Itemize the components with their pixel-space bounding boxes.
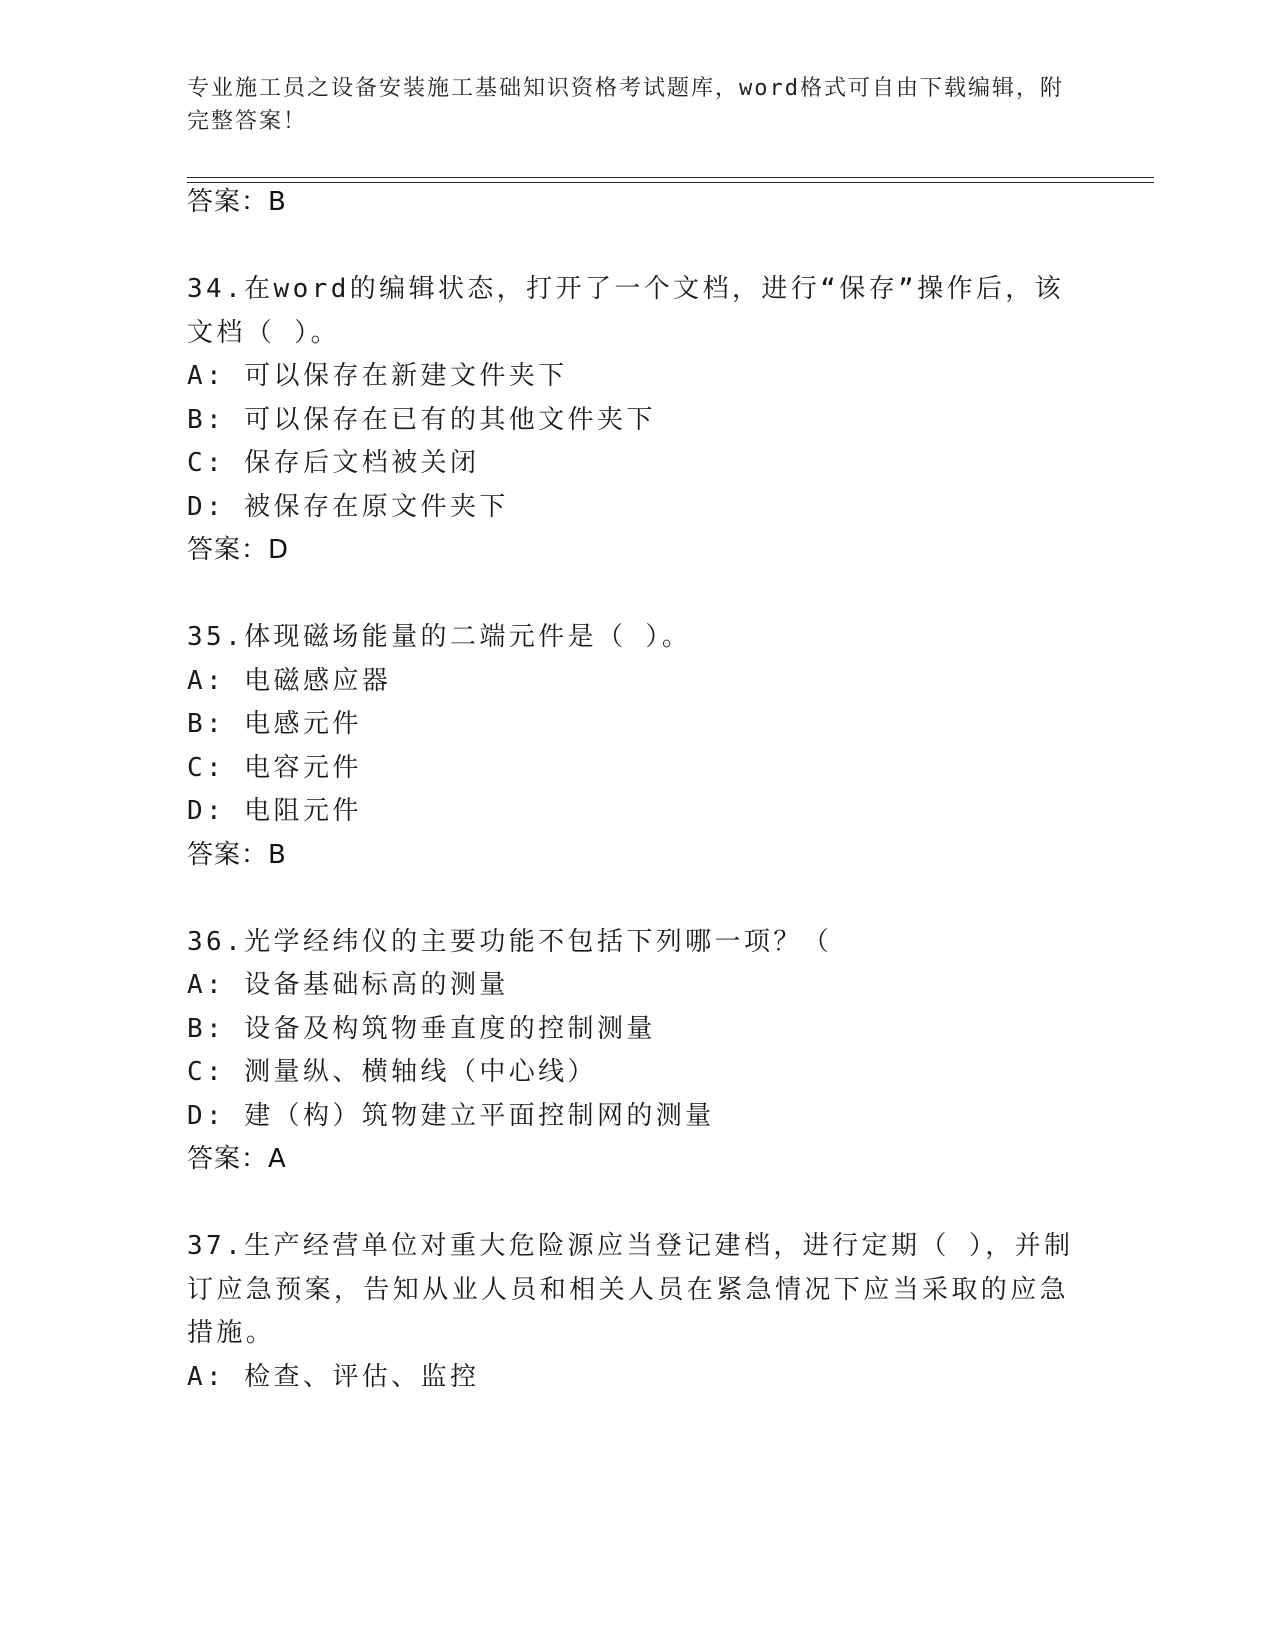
q35-answer: 答案：B [187,840,287,870]
q37-option-a: A: 检查、评估、监控 [187,1362,480,1392]
q34-answer: 答案：D [187,535,290,565]
q37-stem-line-2: 订应急预案，告知从业人员和相关人员在紧急情况下应当采取的应急 [187,1275,1070,1305]
q34-option-c: C: 保存后文档被关闭 [187,448,480,478]
q36-stem-line-1: 36.光学经纬仪的主要功能不包括下列哪一项？（ [187,927,833,957]
q36-option-c: C: 测量纵、横轴线（中心线） [187,1057,597,1087]
page-header: 专业施工员之设备安装施工基础知识资格考试题库，word格式可自由下载编辑，附完整答案！ [187,76,1064,134]
q36-option-a: A: 设备基础标高的测量 [187,970,509,1000]
q35-option-a: A: 电磁感应器 [187,666,392,696]
q36-option-b: B: 设备及构筑物垂直度的控制测量 [187,1014,656,1044]
q34-stem-line-1: 34.在word的编辑状态，打开了一个文档，进行“保存”操作后，该 [187,274,1065,304]
q34-stem-line-2: 文档（ ）。 [187,318,341,348]
q34-option-d: D: 被保存在原文件夹下 [187,492,509,522]
q35-option-c: C: 电容元件 [187,753,362,783]
q36-option-d: D: 建（构）筑物建立平面控制网的测量 [187,1101,715,1131]
q34-option-a: A: 可以保存在新建文件夹下 [187,361,568,391]
q35-option-d: D: 电阻元件 [187,796,362,826]
q36-answer: 答案：A [187,1144,287,1174]
q35-stem-line-1: 35.体现磁场能量的二端元件是（ ）。 [187,622,692,652]
answer-prev: 答案：B [187,187,287,217]
q35-option-b: B: 电感元件 [187,709,362,739]
q37-stem-line-3: 措施。 [187,1318,276,1348]
header-rule-top [187,177,1154,178]
q37-stem-line-1: 37.生产经营单位对重大危险源应当登记建档，进行定期（ ），并制 [187,1231,1074,1261]
header-rule-bottom [187,182,1154,183]
q34-option-b: B: 可以保存在已有的其他文件夹下 [187,405,656,435]
